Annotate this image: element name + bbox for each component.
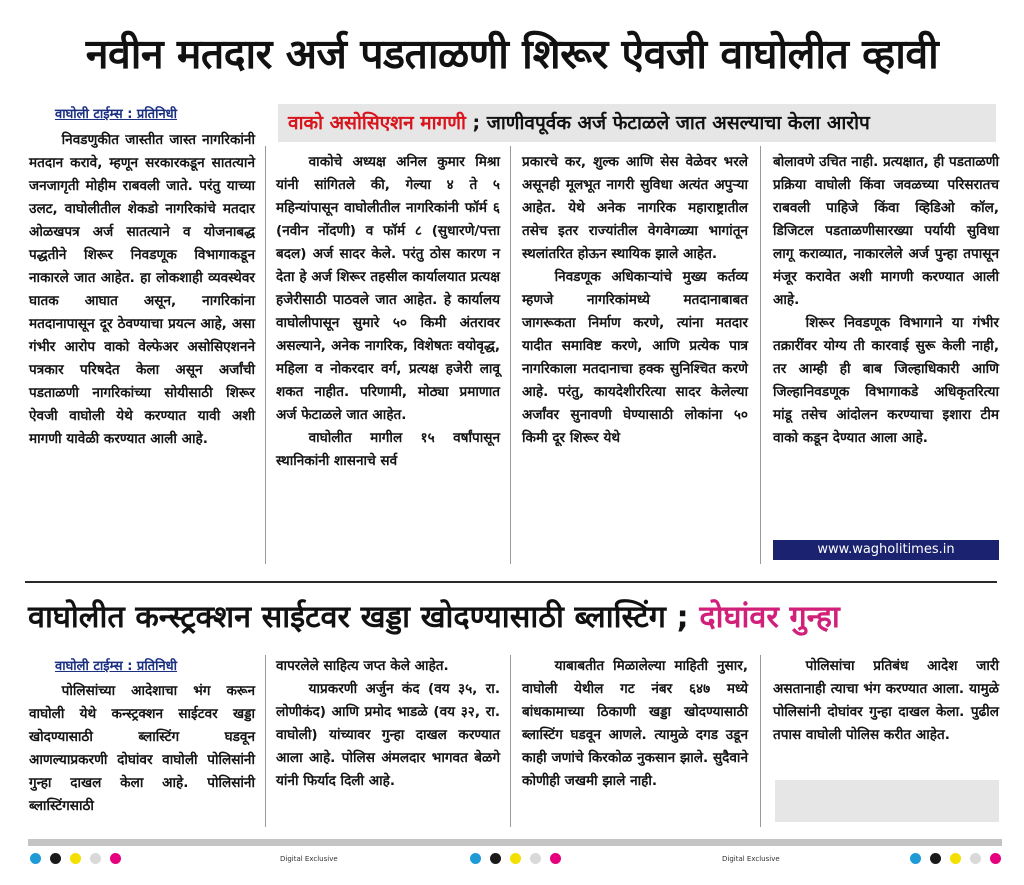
swatch-cyan-dot bbox=[30, 853, 41, 864]
column-divider bbox=[510, 146, 511, 564]
column-divider bbox=[760, 146, 761, 564]
story1-subheadline-banner bbox=[278, 104, 996, 142]
paragraph: वाकोचे अध्यक्ष अनिल कुमार मिश्रा यांनी सांगितले की, गेल्या ४ ते ५ महिन्यांपासून वाघोलीतील नागरिकांनी फॉर्म ६ (नवीन नोंदणी) व फॉर्म ८ (सुधारणे/पत्ता बदल) अर्ज सादर केले. परंतु ठोस कारण न देता हे अर्ज शिरूर तहसील कार्यालयात प्रत्यक्ष हजेरीसाठी पाठवले जात आहेत. हे कार्यालय वाघोलीपासून सुमारे ५० किमी अंतरावर असल्याने, अनेक नागरिक, विशेषतः वयोवृद्ध, महिला व नोकरदार वर्ग, प्रत्यक्ष हजेरी लावू शकत नाहीत. परिणामी, मोठ्या प्रमाणात अर्ज फेटाळले जात आहेत. bbox=[276, 154, 500, 423]
paragraph: शिरूर निवडणूक विभागाने या गंभीर तक्रारींवर योग्य ती कारवाई सुरू केली नाही, तर आम्ही ही बाब जिल्हाधिकारी आणि जिल्हानिवडणूक विभागाकडे अधिकृतरित्या मांडू तसेच आंदोलन करण्याचा इशारा टीम वाको कडून देण्यात आला आहे. bbox=[773, 315, 999, 446]
section-divider bbox=[25, 581, 997, 583]
column-divider bbox=[510, 655, 511, 827]
swatch-black-dot bbox=[50, 853, 61, 864]
swatch-grey-dot bbox=[90, 853, 101, 864]
swatch-magenta-dot bbox=[110, 853, 121, 864]
website-box: www.wagholitimes.in bbox=[773, 540, 999, 560]
swatch-black-dot bbox=[490, 853, 501, 864]
column-divider bbox=[265, 655, 266, 827]
swatch-grey-dot bbox=[530, 853, 541, 864]
paragraph: निवडणूक अधिकाऱ्यांचे मुख्य कर्तव्य म्हणजे नागरिकांमध्ये मतदानाबाबत जागरूकता निर्माण करणे, त्यांना मतदार यादीत समाविष्ट करणे, आणि प्रत्येक पात्र नागरिकाला मतदानाचा हक्क सुनिश्चित करणे आहे. परंतु, कायदेशीररित्या सादर केलेल्या अर्जांवर सुनावणी घेण्यासाठी लोकांना ५० किमी दूर शिरूर येथे bbox=[522, 269, 748, 446]
swatch-cyan-dot bbox=[910, 853, 921, 864]
story1-column-2 bbox=[276, 151, 500, 473]
swatch-yellow-dot bbox=[70, 853, 81, 864]
story2-byline: वाघोली टाईम्स : प्रतिनिधी bbox=[55, 659, 178, 674]
paragraph: याबाबतीत मिळालेल्या माहिती नुसार, वाघोली येथील गट नंबर ६४७ मध्ये बांधकामाच्या ठिकाणी खड्डा खोदण्यासाठी ब्लास्टिंग घडवून आणले. त्यामुळे दगड उडून काही जणांचे किरकोळ नुकसान झाले. सुदैवाने कोणीही जखमी झाले नाही. bbox=[522, 658, 748, 789]
swatch-black-dot bbox=[930, 853, 941, 864]
swatch-cyan-dot bbox=[470, 853, 481, 864]
story2-column-2 bbox=[276, 655, 500, 793]
digital-exclusive-label: Digital Exclusive bbox=[722, 855, 780, 863]
swatch-magenta-dot bbox=[550, 853, 561, 864]
paragraph: पोलिसांचा प्रतिबंध आदेश जारी असतानाही त्याचा भंग करण्यात आला. यामुळे पोलिसांनी दोघांवर गुन्हा दाखल केला. पुढील तपास वाघोली पोलिस करीत आहेत. bbox=[773, 658, 999, 743]
subheadline-text: ; जाणीवपूर्वक अर्ज फेटाळले जात असल्याचा केला आरोप bbox=[465, 112, 870, 134]
paragraph: निवडणुकीत जास्तीत जास्त नागरिकांनी मतदान करावे, म्हणून सरकारकडून सातत्याने जनजागृती मोहीम राबवली जाते. परंतु याच्या उलट, वाघोलीतील शेकडो नागरिकांचे मतदार ओळखपत्र अर्ज सातत्याने व योजनाबद्ध पद्धतीने शिरूर निवडणूक विभागाकडून नाकारले जात आहेत. हा लोकशाही व्यवस्थेवर घातक आघात असून, नागरिकांना मतदानापासून दूर ठेवण्याचा प्रयत्न आहे, असा गंभीर आरोप वाको वेल्फेअर असोसिएशनने पत्रकार परिषदेत केला असून अर्जांची पडताळणी नागरिकांच्या सोयीसाठी शिरूर ऐवजी वाघोली येथे करण्यात यावी अशी मागणी यावेळी करण्यात आली आहे. bbox=[29, 132, 255, 447]
story1-column-4 bbox=[773, 151, 999, 450]
paragraph: पोलिसांच्या आदेशाचा भंग करून वाघोली येथे कन्स्ट्रक्शन साईटवर खड्डा खोदण्यासाठी ब्लास्टिंग घडवून आणल्याप्रकरणी दोघांवर वाघोली पोलिसांनी गुन्हा दाखल केला आहे. पोलिसांनी ब्लास्टिंगसाठी bbox=[29, 683, 255, 814]
paragraph: याप्रकरणी अर्जुन कंद (वय ३५, रा. लोणीकंद) आणि प्रमोद भाडळे (वय ३२, रा. वाघोली) यांच्यावर गुन्हा दाखल करण्यात आला आहे. पोलिस अंमलदार भागवत बेळगे यांनी फिर्याद दिली आहे. bbox=[276, 681, 500, 789]
swatch-grey-dot bbox=[970, 853, 981, 864]
grey-placeholder-box bbox=[775, 780, 999, 822]
story2-column-4 bbox=[773, 655, 999, 747]
story1-column-3 bbox=[522, 151, 748, 450]
main-headline: नवीन मतदार अर्ज पडताळणी शिरूर ऐवजी वाघोलीत व्हावी bbox=[85, 30, 939, 78]
paragraph: वापरलेले साहित्य जप्त केले आहेत. bbox=[276, 658, 449, 674]
headline-highlight: दोघांवर गुन्हा bbox=[699, 600, 840, 635]
swatch-yellow-dot bbox=[510, 853, 521, 864]
story2-column-3 bbox=[522, 655, 748, 793]
paragraph: वाघोलीत मागील १५ वर्षांपासून स्थानिकांनी शासनाचे सर्व bbox=[276, 430, 500, 469]
bottom-bar bbox=[28, 839, 1002, 846]
headline-text: वाघोलीत कन्स्ट्रक्शन साईटवर खड्डा खोदण्यासाठी ब्लास्टिंग ; bbox=[28, 600, 700, 635]
story1-column-1 bbox=[29, 129, 255, 451]
swatch-magenta-dot bbox=[990, 853, 1001, 864]
column-divider bbox=[265, 146, 266, 564]
digital-exclusive-label: Digital Exclusive bbox=[280, 855, 338, 863]
story2-column-1 bbox=[29, 680, 255, 818]
subheadline-highlight: वाको असोसिएशन मागणी bbox=[288, 112, 466, 134]
column-divider bbox=[760, 655, 761, 827]
swatch-yellow-dot bbox=[950, 853, 961, 864]
story1-byline: वाघोली टाईम्स : प्रतिनिधी bbox=[55, 107, 178, 122]
second-headline bbox=[28, 596, 1008, 640]
paragraph: प्रकारचे कर, शुल्क आणि सेस वेळेवर भरले असूनही मूलभूत नागरी सुविधा अत्यंत अपुऱ्या आहेत. येथे अनेक नागरिक महाराष्ट्रातील तसेच इतर राज्यांतील वेगवेगळ्या भागांतून स्थलांतरित होऊन स्थायिक झाले आहेत. bbox=[522, 154, 748, 262]
paragraph: बोलावणे उचित नाही. प्रत्यक्षात, ही पडताळणी प्रक्रिया वाघोली किंवा जवळच्या परिसरातच राबवली पाहिजे किंवा व्हिडिओ कॉल, डिजिटल पडताळणीसारख्या पर्यायी सुविधा लागू कराव्यात, नाकारलेले अर्ज पुन्हा तपासून मंजूर करावेत अशी मागणी करण्यात आली आहे. bbox=[773, 154, 999, 308]
